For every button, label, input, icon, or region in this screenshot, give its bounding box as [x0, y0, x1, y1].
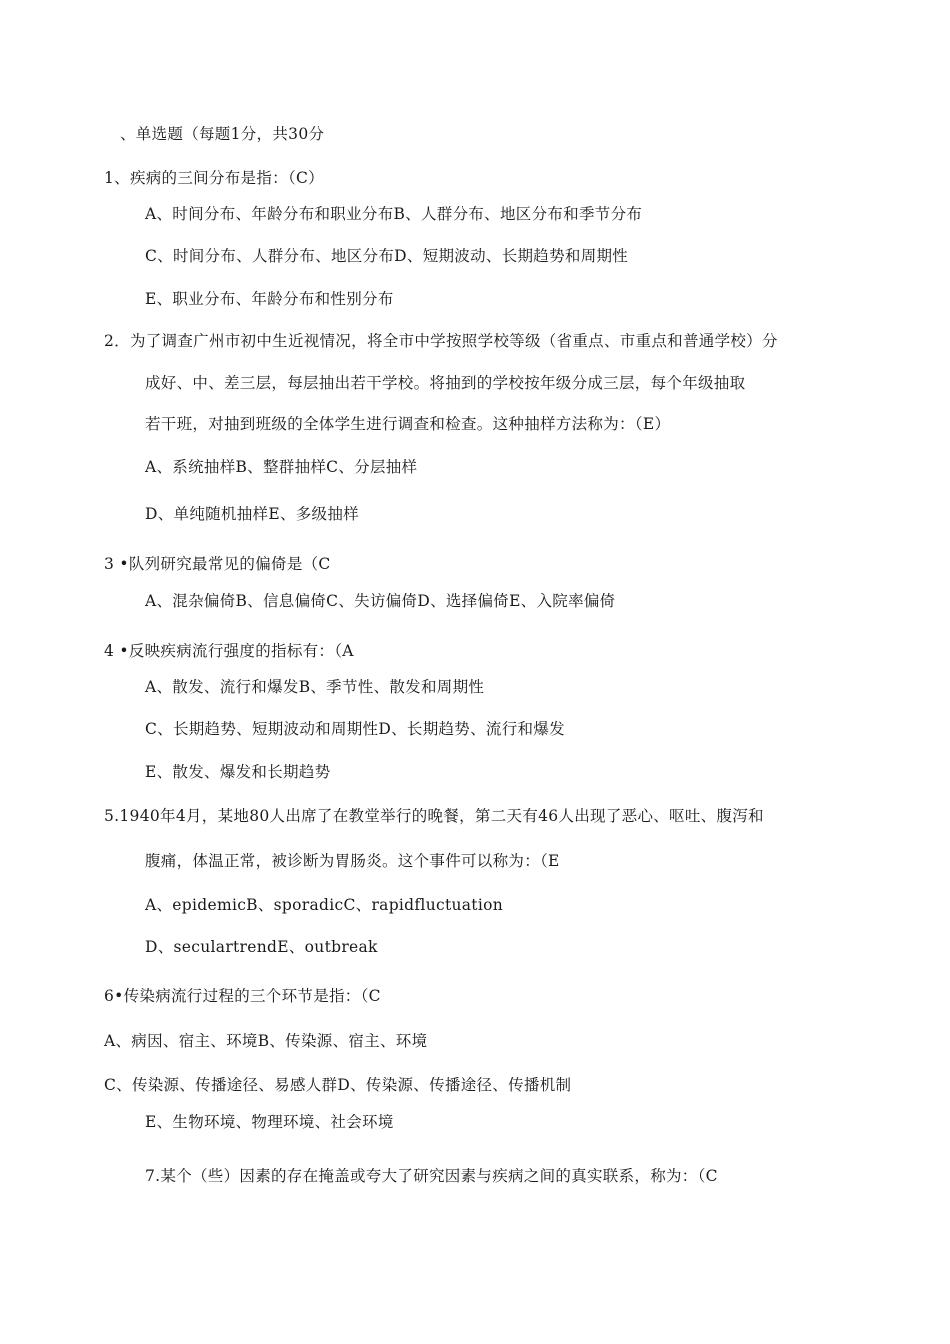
question-4-option-line: E、散发、爆发和长期趋势	[145, 763, 331, 781]
question-5-stem: 5.1940年4月，某地80人出席了在教堂举行的晚餐，第二天有46人出现了恶心、呕吐、腹泻和	[104, 807, 764, 825]
question-4-stem: 4 •反映疾病流行强度的指标有：（A	[104, 642, 354, 660]
question-3-stem: 3 •队列研究最常见的偏倚是（C	[104, 555, 331, 573]
question-5-option-line: A、epidemicB、sporadicC、rapidfluctuation	[145, 896, 504, 914]
question-4-option-line: C、长期趋势、短期波动和周期性D、长期趋势、流行和爆发	[145, 720, 565, 738]
question-2-stem: 若干班，对抽到班级的全体学生进行调查和检查。这种抽样方法称为：（E）	[145, 415, 671, 433]
question-5-stem: 腹痛，体温正常，被诊断为胃肠炎。这个事件可以称为：（E	[145, 852, 560, 870]
question-6-option-line: E、生物环境、物理环境、社会环境	[145, 1113, 394, 1131]
question-2-stem: 成好、中、差三层，每层抽出若干学校。将抽到的学校按年级分成三层，每个年级抽取	[145, 374, 746, 392]
question-7-stem: 7.某个（些）因素的存在掩盖或夸大了研究因素与疾病之间的真实联系，称为：（C	[145, 1167, 718, 1185]
question-5-option-line: D、seculartrendE、outbreak	[145, 938, 378, 956]
question-1-option-line: E、职业分布、年龄分布和性别分布	[145, 290, 394, 308]
question-1-stem: 1、疾病的三间分布是指：（C）	[104, 169, 324, 187]
question-1-option-line: A、时间分布、年龄分布和职业分布B、人群分布、地区分布和季节分布	[145, 205, 643, 223]
question-6-option-line: A、病因、宿主、环境B、传染源、宿主、环境	[104, 1032, 428, 1050]
question-6-option-line: C、传染源、传播途径、易感人群D、传染源、传播途径、传播机制	[104, 1076, 572, 1094]
question-4-option-line: A、散发、流行和爆发B、季节性、散发和周期性	[145, 678, 485, 696]
question-2-stem: 2．为了调查广州市初中生近视情况，将全市中学按照学校等级（省重点、市重点和普通学校）分	[104, 332, 778, 350]
question-3-option-line: A、混杂偏倚B、信息偏倚C、失访偏倚D、选择偏倚E、入院率偏倚	[145, 592, 616, 610]
question-2-option-line: A、系统抽样B、整群抽样C、分层抽样	[145, 458, 418, 476]
question-1-option-line: C、时间分布、人群分布、地区分布D、短期波动、长期趋势和周期性	[145, 247, 629, 265]
section-title: 、单选题（每题1分，共30分	[120, 125, 325, 143]
question-6-stem: 6•传染病流行过程的三个环节是指：（C	[104, 987, 381, 1005]
question-2-option-line: D、单纯随机抽样E、多级抽样	[145, 505, 359, 523]
